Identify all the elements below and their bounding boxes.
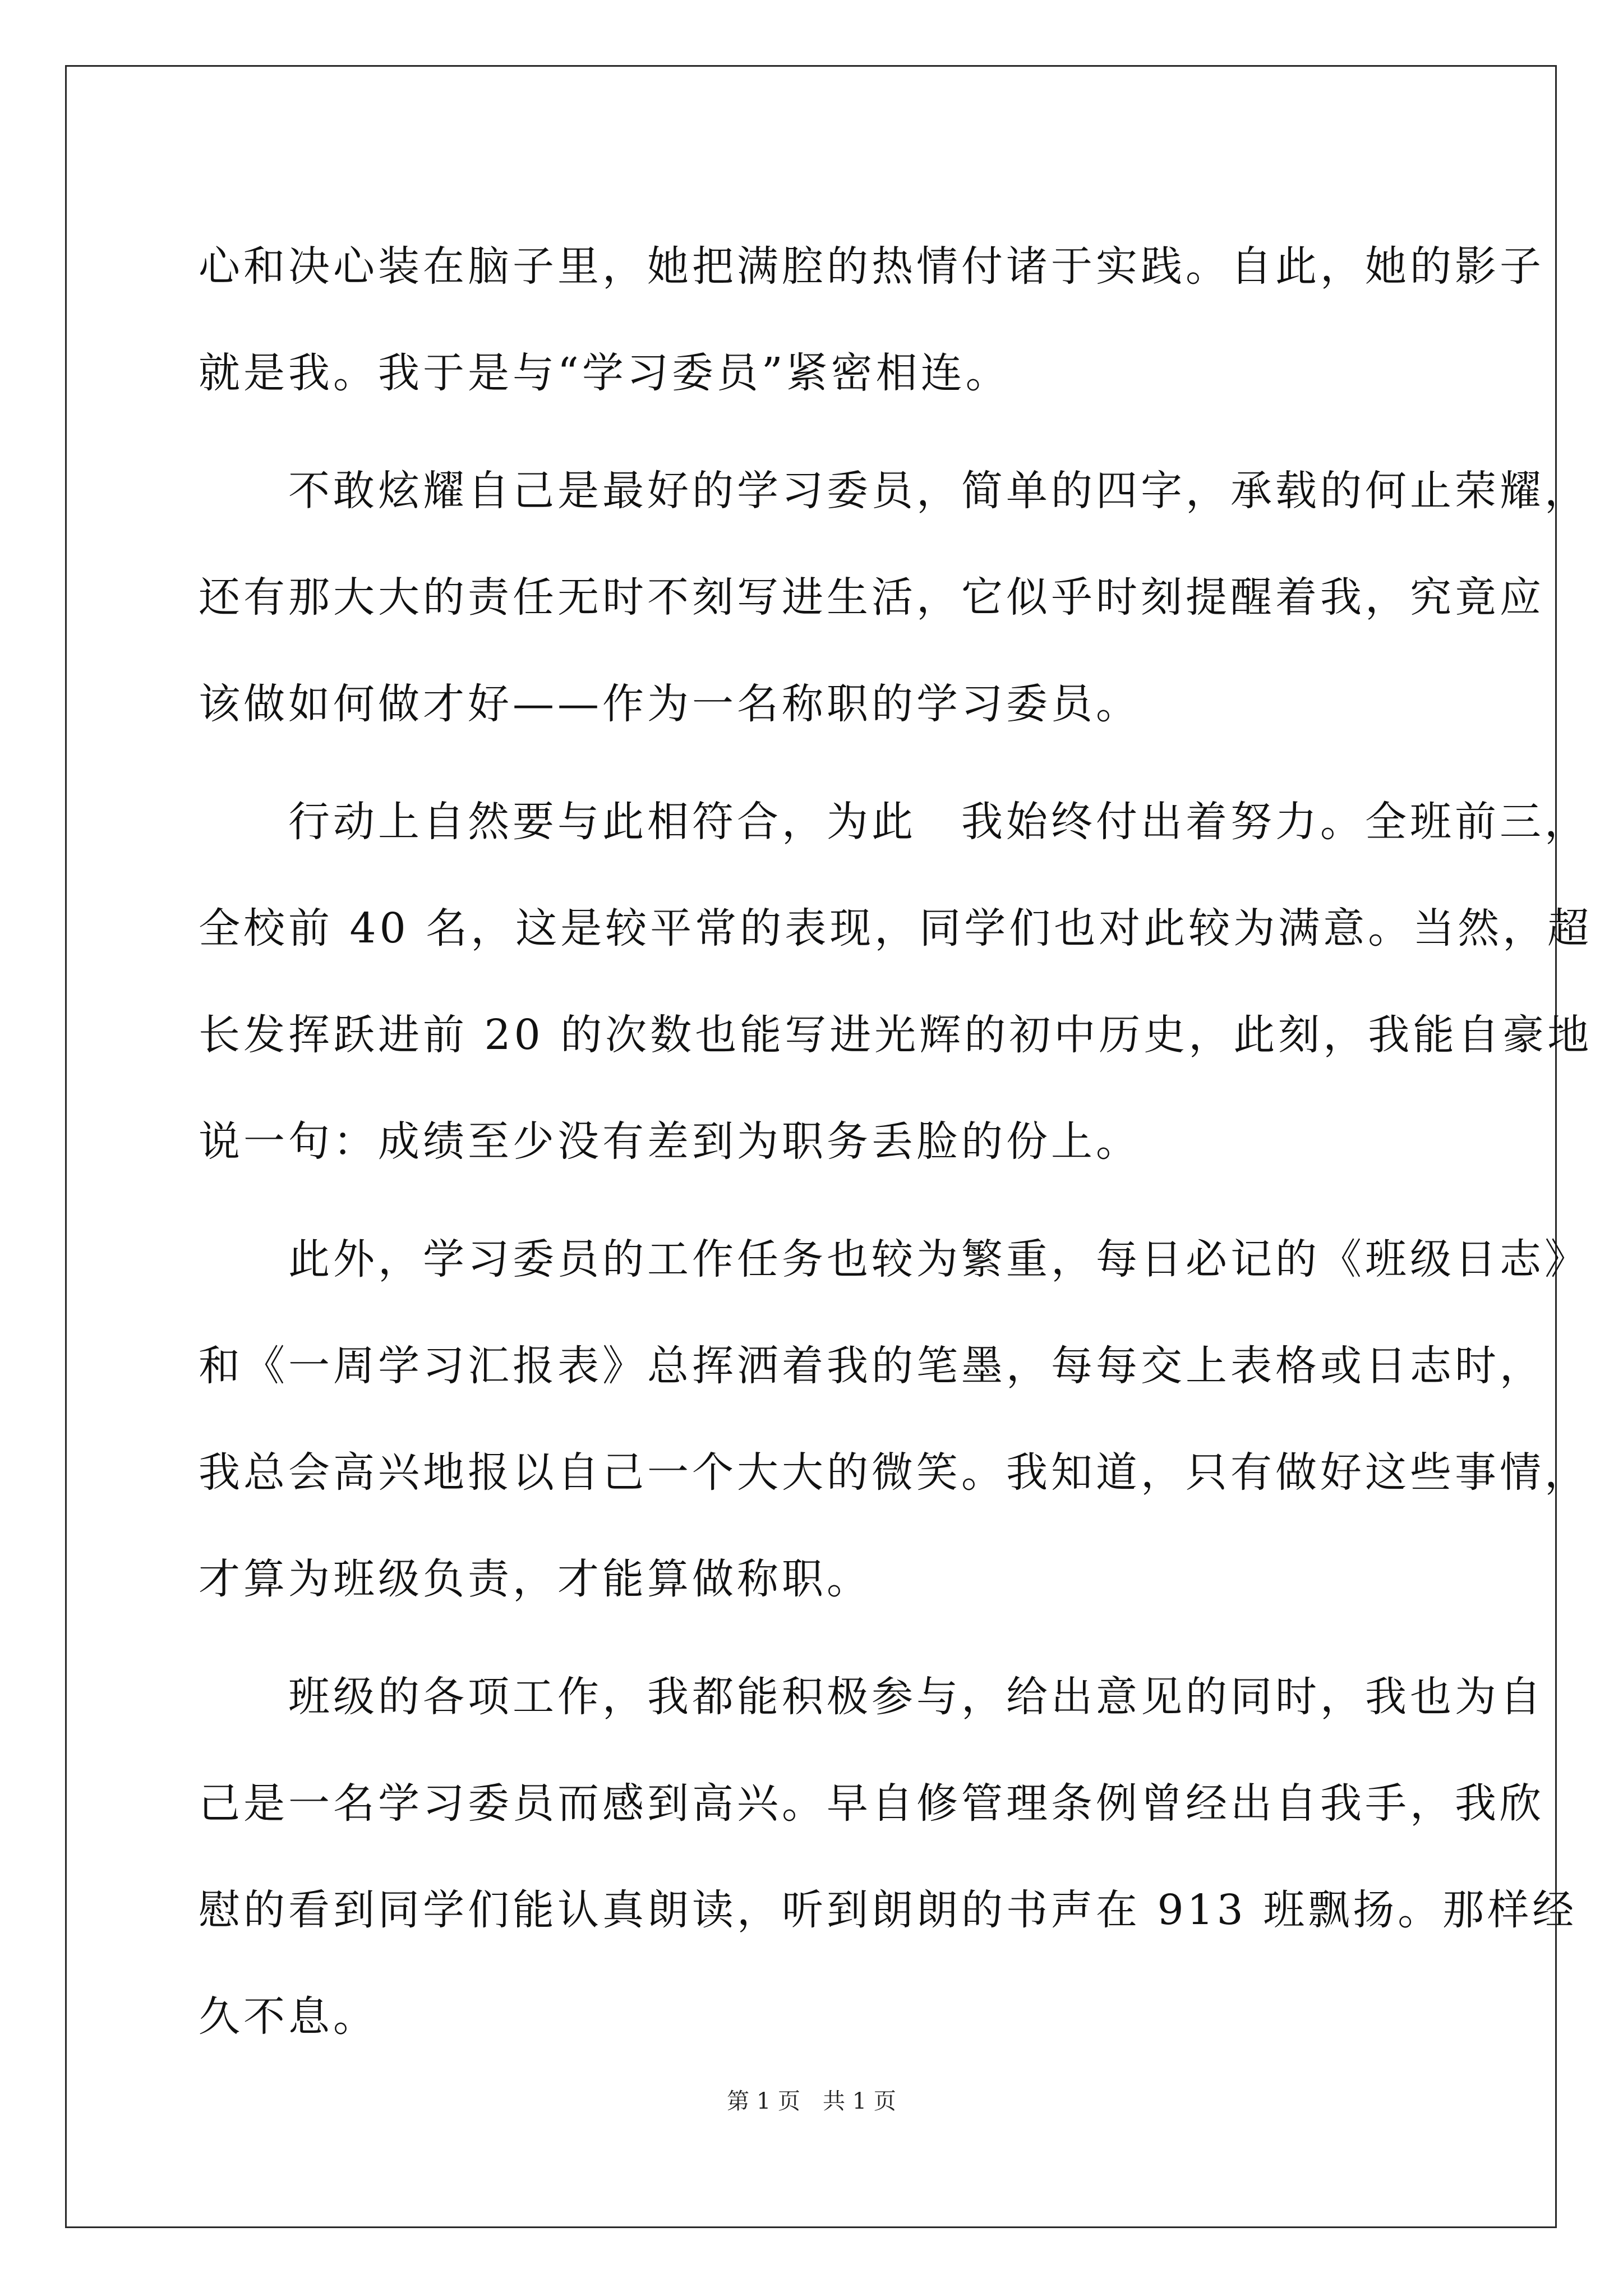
text-line: 就是我。我于是与“学习委员”紧密相连。 [199, 349, 1011, 397]
paragraph-gap [199, 1195, 1432, 1206]
paragraph-5 [199, 1644, 1578, 2070]
text-line: 还有那大大的责任无时不刻写进生活，它似乎时刻提醒着我，究竟应 [199, 573, 1544, 622]
paragraph-gap [199, 1632, 1432, 1644]
text-line: 长发挥跃进前 20 的次数也能写进光辉的初中历史，此刻，我能自豪地 [199, 1011, 1593, 1059]
paragraph-2 [199, 438, 1589, 757]
text-line: 说一句：成绩至少没有差到为职务丢脸的份上。 [199, 1117, 1141, 1166]
page-number-footer: 第 1 页 共 1 页 [727, 2088, 896, 2114]
text-line: 和《一周学习汇报表》总挥洒着我的笔墨，每每交上表格或日志时， [199, 1342, 1544, 1390]
paragraph-3 [199, 769, 1593, 1195]
text-line: 己是一名学习委员而感到高兴。早自修管理条例曾经出自我手，我欣 [199, 1779, 1544, 1828]
text-line: 此外，学习委员的工作任务也较为繁重，每日必记的《班级日志》 [199, 1235, 1589, 1283]
text-line: 慰的看到同学们能认真朗读，听到朗朗的书声在 913 班飘扬。那样经 [199, 1886, 1578, 1934]
text-line: 班级的各项工作，我都能积极参与，给出意见的同时，我也为自 [199, 1673, 1544, 1721]
paragraph-1 [199, 213, 1544, 426]
paragraph-gap [199, 757, 1432, 769]
text-line: 该做如何做才好——作为一名称职的学习委员。 [199, 680, 1141, 728]
document-body [199, 213, 1593, 2070]
text-line: 全校前 40 名，这是较平常的表现，同学们也对此较为满意。当然，超 [199, 904, 1593, 953]
text-line: 我总会高兴地报以自己一个大大的微笑。我知道，只有做好这些事情， [199, 1448, 1589, 1497]
paragraph-4 [199, 1206, 1589, 1632]
text-line: 才算为班级负责，才能算做称职。 [199, 1555, 872, 1603]
text-line: 不敢炫耀自己是最好的学习委员，简单的四字，承载的何止荣耀， [199, 467, 1589, 515]
text-line: 心和决心装在脑子里，她把满腔的热情付诸于实践。自此，她的影子 [199, 242, 1544, 291]
text-line: 久不息。 [199, 1993, 378, 2041]
paragraph-gap [199, 426, 1432, 438]
text-line: 行动上自然要与此相符合，为此 我始终付出着努力。全班前三， [199, 798, 1589, 846]
